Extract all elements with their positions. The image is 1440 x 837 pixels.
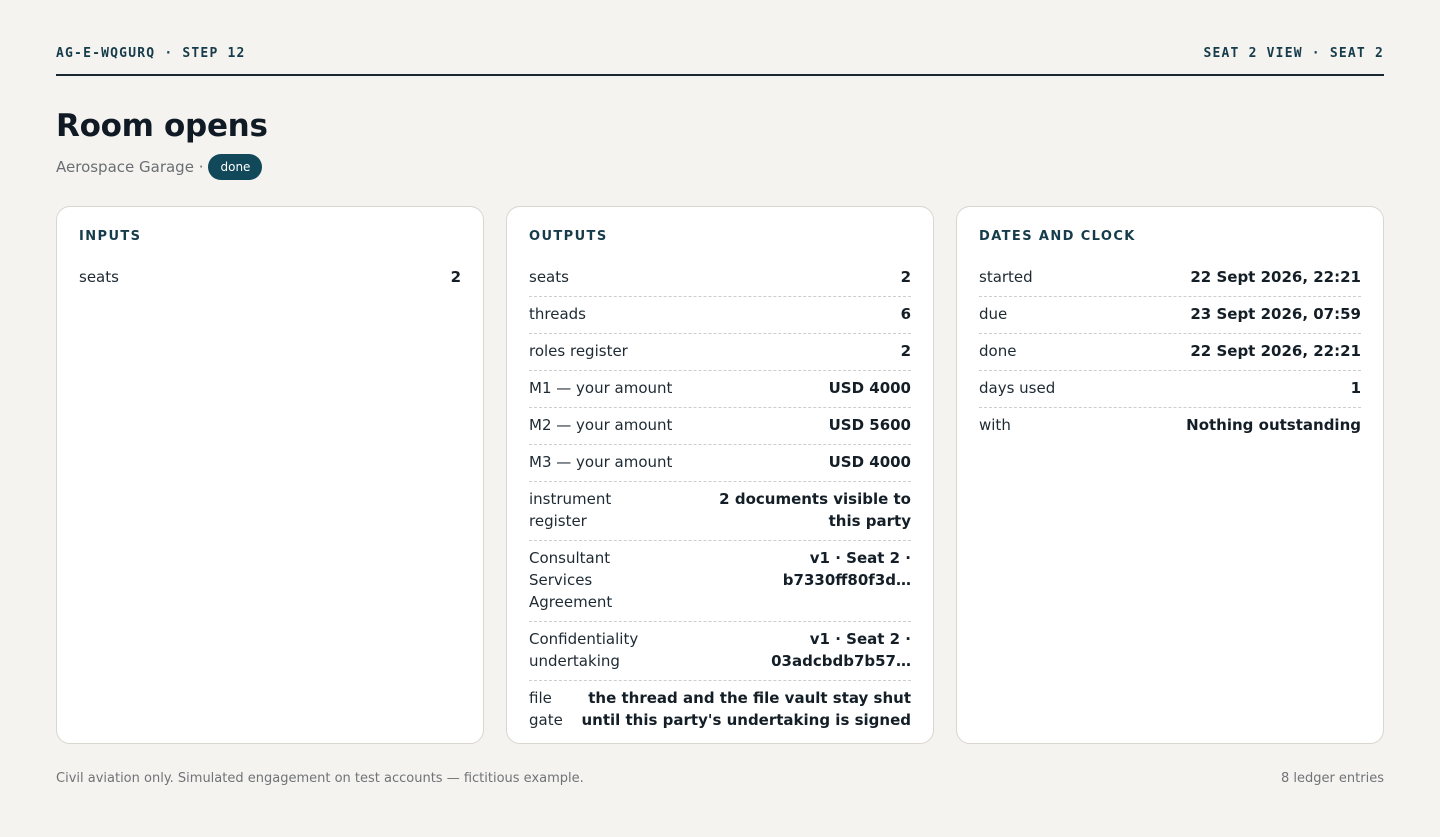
organization-name: Aerospace Garage · bbox=[56, 158, 204, 176]
outputs-card bbox=[506, 206, 934, 744]
row-value: v1 · Seat 2 · b7330ff80f3d… bbox=[782, 549, 911, 589]
top-bar bbox=[56, 46, 1384, 76]
list-item bbox=[79, 260, 461, 296]
list-item bbox=[529, 482, 911, 541]
list-item bbox=[529, 297, 911, 334]
status-badge: done bbox=[208, 154, 262, 180]
outputs-heading: OUTPUTS bbox=[529, 229, 608, 244]
list-item bbox=[979, 334, 1361, 371]
dates-list bbox=[979, 260, 1361, 444]
row-value: v1 · Seat 2 · 03adcbdb7b57… bbox=[771, 630, 911, 670]
list-item bbox=[529, 541, 911, 622]
list-item bbox=[979, 371, 1361, 408]
row-label: with bbox=[979, 416, 1011, 434]
engagement-step-label: AG-E-WQGURQ · STEP 12 bbox=[56, 46, 246, 61]
row-label: M2 — your amount bbox=[529, 416, 673, 434]
row-value: USD 5600 bbox=[828, 416, 911, 434]
row-label: due bbox=[979, 305, 1008, 323]
row-label: instrument register bbox=[529, 490, 612, 530]
inputs-list bbox=[79, 260, 461, 296]
seat-view-label: SEAT 2 VIEW · SEAT 2 bbox=[1203, 46, 1384, 61]
list-item bbox=[529, 445, 911, 482]
footer bbox=[56, 770, 1384, 788]
row-label: days used bbox=[979, 379, 1056, 397]
page-title: Room opens bbox=[56, 108, 268, 144]
list-item bbox=[529, 622, 911, 681]
row-value: Nothing outstanding bbox=[1186, 416, 1361, 434]
dates-heading: DATES AND CLOCK bbox=[979, 229, 1136, 244]
footer-disclaimer: Civil aviation only. Simulated engagement on test accounts — fictitious example. bbox=[56, 771, 584, 786]
row-label: started bbox=[979, 268, 1033, 286]
row-value: 6 bbox=[900, 305, 911, 323]
row-label: M1 — your amount bbox=[529, 379, 673, 397]
row-label: Confidentiality undertaking bbox=[529, 630, 639, 670]
row-label: roles register bbox=[529, 342, 628, 360]
inputs-card bbox=[56, 206, 484, 744]
row-value: 2 bbox=[900, 342, 911, 360]
row-value: 23 Sept 2026, 07:59 bbox=[1190, 305, 1361, 323]
row-label: threads bbox=[529, 305, 586, 323]
inputs-heading: INPUTS bbox=[79, 229, 142, 244]
row-value: 2 bbox=[900, 268, 911, 286]
row-label: file gate bbox=[529, 689, 563, 729]
list-item bbox=[979, 260, 1361, 297]
row-value: the thread and the file vault stay shut until this party's undertaking is signed bbox=[581, 689, 911, 729]
page-subtitle bbox=[56, 154, 262, 180]
list-item bbox=[529, 260, 911, 297]
ledger-entries-count: 8 ledger entries bbox=[1280, 771, 1384, 786]
row-value: 2 documents visible to this party bbox=[719, 490, 911, 530]
row-value: 2 bbox=[450, 268, 461, 286]
row-label: Consultant Services Agreement bbox=[529, 549, 613, 611]
row-value: 1 bbox=[1350, 379, 1361, 397]
list-item bbox=[529, 681, 911, 739]
list-item bbox=[529, 408, 911, 445]
dates-card bbox=[956, 206, 1384, 744]
row-label: M3 — your amount bbox=[529, 453, 673, 471]
row-value: 22 Sept 2026, 22:21 bbox=[1190, 268, 1361, 286]
list-item bbox=[529, 334, 911, 371]
outputs-list bbox=[529, 260, 911, 739]
row-label: seats bbox=[79, 268, 119, 286]
row-label: seats bbox=[529, 268, 569, 286]
list-item bbox=[979, 297, 1361, 334]
list-item bbox=[529, 371, 911, 408]
row-label: done bbox=[979, 342, 1017, 360]
row-value: USD 4000 bbox=[828, 453, 911, 471]
row-value: USD 4000 bbox=[828, 379, 911, 397]
list-item bbox=[979, 408, 1361, 444]
row-value: 22 Sept 2026, 22:21 bbox=[1190, 342, 1361, 360]
